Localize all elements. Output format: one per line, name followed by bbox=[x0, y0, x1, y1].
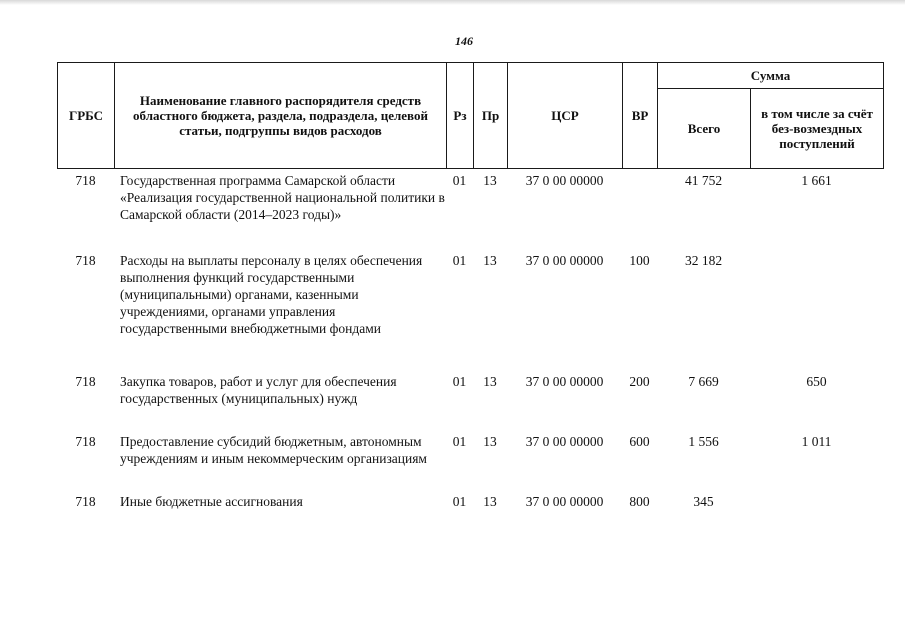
cell-name: Иные бюджетные ассигнования bbox=[120, 494, 303, 509]
page-number: 146 bbox=[455, 34, 473, 48]
header-pr: Пр bbox=[474, 63, 508, 169]
cell-csr: 37 0 00 00000 bbox=[525, 494, 604, 509]
cell-total: 1 556 bbox=[688, 434, 719, 449]
cell-grbs: 718 bbox=[75, 494, 96, 509]
cell-grbs: 718 bbox=[75, 374, 96, 389]
header-csr: ЦСР bbox=[508, 63, 623, 169]
cell-total: 32 182 bbox=[684, 253, 723, 268]
page-top-edge bbox=[0, 0, 905, 5]
cell-rz: 01 bbox=[452, 173, 467, 188]
budget-table-header bbox=[57, 62, 884, 169]
cell-csr: 37 0 00 00000 bbox=[525, 374, 604, 389]
cell-grbs: 718 bbox=[75, 253, 96, 268]
cell-vr: 200 bbox=[629, 374, 650, 389]
header-name: Наименование главного распорядителя средств областного бюджета, раздела, подраздела, целевой статьи, подгруппы видов расходов bbox=[115, 63, 447, 169]
cell-name: Закупка товаров, работ и услуг для обеспечения государственных (муниципальных) нужд bbox=[120, 374, 397, 406]
cell-rz: 01 bbox=[452, 374, 467, 389]
cell-pr: 13 bbox=[483, 374, 497, 389]
cell-name: Предоставление субсидий бюджетным, автономным учреждениям и иным некоммерческим организациям bbox=[120, 434, 427, 466]
cell-grbs: 718 bbox=[75, 434, 96, 449]
cell-free: 1 011 bbox=[801, 434, 832, 449]
header-free: в том числе за счёт без-возмездных поступлений bbox=[751, 89, 884, 169]
header-vr: ВР bbox=[623, 63, 658, 169]
cell-rz: 01 bbox=[452, 434, 467, 449]
cell-vr: 800 bbox=[629, 494, 650, 509]
cell-pr: 13 bbox=[483, 494, 497, 509]
header-grbs: ГРБС bbox=[58, 63, 115, 169]
cell-pr: 13 bbox=[483, 173, 497, 188]
cell-csr: 37 0 00 00000 bbox=[525, 434, 604, 449]
cell-csr: 37 0 00 00000 bbox=[525, 173, 604, 188]
cell-free: 1 661 bbox=[801, 173, 832, 188]
cell-grbs: 718 bbox=[75, 173, 96, 188]
cell-rz: 01 bbox=[452, 494, 467, 509]
cell-total: 7 669 bbox=[688, 374, 719, 389]
cell-vr: 100 bbox=[629, 253, 650, 268]
cell-total: 41 752 bbox=[684, 173, 723, 188]
cell-name: Расходы на выплаты персоналу в целях обеспечения выполнения функций государственными (муниципальными) органами, казенными учреждениями, органами управления государственными внебюджетными фондами bbox=[120, 253, 423, 336]
header-sum: Сумма bbox=[658, 63, 884, 89]
cell-total: 345 bbox=[693, 494, 714, 509]
cell-pr: 13 bbox=[483, 253, 497, 268]
cell-name: Государственная программа Самарской области «Реализация государственной национальной политики в Самарской области (2014–2023 годы)» bbox=[120, 173, 445, 222]
header-rz: Рз bbox=[447, 63, 474, 169]
cell-rz: 01 bbox=[452, 253, 467, 268]
cell-vr: 600 bbox=[629, 434, 650, 449]
cell-csr: 37 0 00 00000 bbox=[525, 253, 604, 268]
cell-pr: 13 bbox=[483, 434, 497, 449]
header-total: Всего bbox=[658, 89, 751, 169]
cell-free: 650 bbox=[806, 374, 827, 389]
